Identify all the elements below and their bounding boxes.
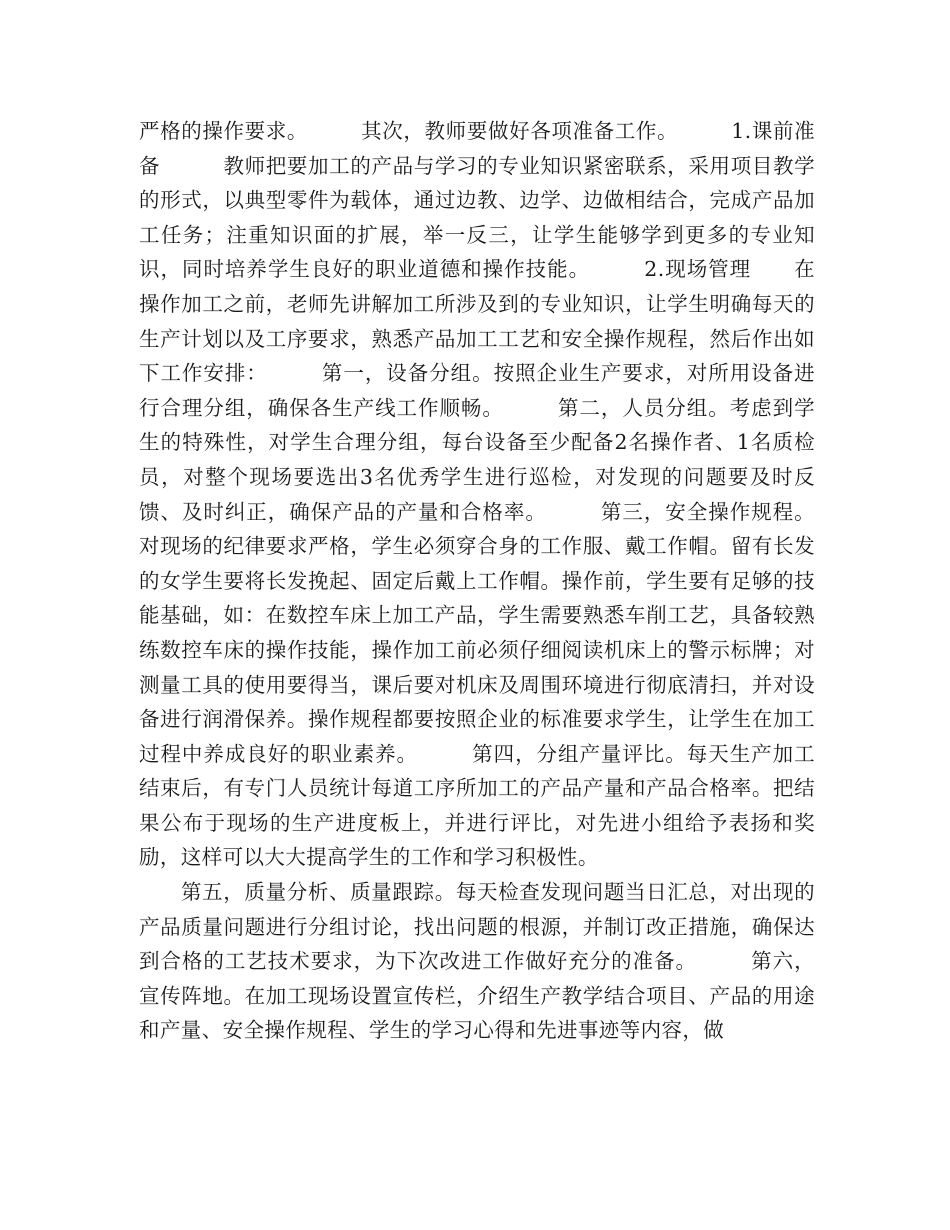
paragraph-2: 第五，质量分析、质量跟踪。每天检查发现问题当日汇总，对出现的产品质量问题进行分组讨论，找出问题的根源，并制订改正措施，确保达到合格的工艺技术要求，为下次改进工作做好充分的准备。 第六，宣传阵地。在加工现场设置宣传栏，介绍生产教学结合项目、产品的用途和产量、安全操作规程、学生的学习心得和先进事迹等内容，做 bbox=[139, 880, 815, 1043]
body-text bbox=[139, 114, 815, 1048]
paragraph-1: 严格的操作要求。 其次，教师要做好各项准备工作。 1.课前准备 教师把要加工的产品与学习的专业知识紧密联系，采用项目教学的形式，以典型零件为载体，通过边教、边学、边做相结合，完成产品加工任务；注重知识面的扩展，举一反三，让学生能够学到更多的专业知识，同时培养学生良好的职业道德和操作技能。 2.现场管理 在操作加工之前，老师先讲解加工所涉及到的专业知识，让学生明确每天的生产计划以及工序要求，熟悉产品加工工艺和安全操作规程，然后作出如下工作安排： 第一，设备分组。按照企业生产要求，对所用设备进行合理分组，确保各生产线工作顺畅。 第二，人员分组。考虑到学生的特殊性，对学生合理分组，每台设备至少配备2名操作者、1名质检员，对整个现场要选出3名优秀学生进行巡检，对发现的问题要及时反馈、及时纠正，确保产品的产量和合格率。 第三，安全操作规程。对现场的纪律要求严格，学生必须穿合身的工作服、戴工作帽。留有长发的女学生要将长发挽起、固定后戴上工作帽。操作前，学生要有足够的技能基础，如：在数控车床上加工产品，学生需要熟悉车削工艺，具备较熟练数控车床的操作技能，操作加工前必须仔细阅读机床上的警示标牌；对测量工具的使用要得当，课后要对机床及周围环境进行彻底清扫，并对设备进行润滑保养。操作规程都要按照企业的标准要求学生，让学生在加工过程中养成良好的职业素养。 第四，分组产量评比。每天生产加工结束后，有专门人员统计每道工序所加工的产品产量和产品合格率。把结果公布于现场的生产进度板上，并进行评比，对先进小组给予表扬和奖励，这样可以大大提高学生的工作和学习积极性。 bbox=[139, 119, 815, 870]
